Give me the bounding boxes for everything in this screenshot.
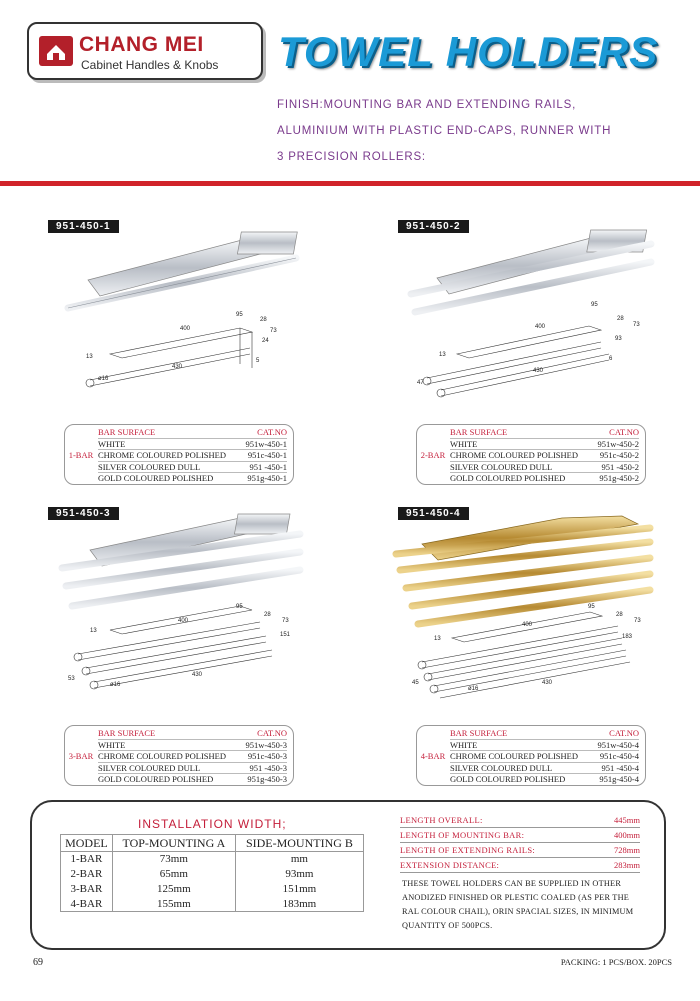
product-illustration-4bar [392, 514, 672, 704]
dimension-label: 13 [439, 352, 446, 358]
model-cell: 3-BAR [61, 882, 113, 897]
model-cell: 1-BAR [61, 852, 113, 867]
dimension-label: 400 [535, 324, 546, 330]
table-row [61, 852, 364, 867]
dimension-label: 95 [236, 604, 243, 610]
table-row [450, 439, 639, 451]
table-row [450, 462, 639, 474]
column-header: CAT.NO [609, 427, 639, 437]
dimension-label: 13 [434, 636, 441, 642]
bar-count-label: 1-BAR [68, 449, 94, 460]
spec-label: EXTENSION DISTANCE: [400, 860, 500, 870]
top-mount-cell: 125mm [112, 882, 235, 897]
brand-tagline: Cabinet Handles & Knobs [81, 58, 219, 72]
finish-table-3bar [64, 725, 294, 786]
column-header: MODEL [61, 835, 113, 852]
finish-line: 3 PRECISION ROLLERS: [277, 151, 426, 163]
catno-cell: 951 -450-2 [601, 461, 639, 472]
table-header [61, 835, 364, 852]
page-number: 69 [33, 957, 43, 968]
side-mount-cell: 183mm [235, 897, 363, 912]
catno-cell: 951w-450-2 [597, 438, 639, 449]
table-row [98, 740, 287, 752]
spec-row [400, 858, 640, 873]
dimension-label: 13 [90, 628, 97, 634]
product-code-tag: 951-450-2 [398, 220, 469, 233]
dimension-label: 430 [542, 680, 553, 686]
surface-cell: WHITE [98, 438, 126, 449]
column-header: CAT.NO [257, 427, 287, 437]
table-row [98, 462, 287, 474]
table-row [98, 774, 287, 786]
dimension-label: 6 [609, 356, 613, 362]
spec-value: 728mm [614, 845, 640, 855]
table-row [98, 450, 287, 462]
product-illustration-1bar [60, 228, 340, 418]
dimension-label: 93 [615, 336, 622, 342]
spec-row [400, 828, 640, 843]
packing-info: PACKING: 1 PCS/BOX. 20PCS [560, 957, 672, 967]
surface-cell: GOLD COLOURED POLISHED [98, 473, 214, 483]
model-cell: 4-BAR [61, 897, 113, 912]
length-specs [400, 813, 640, 873]
dimension-label: 28 [264, 612, 271, 618]
surface-cell: WHITE [450, 438, 478, 449]
table-row [61, 882, 364, 897]
column-header: BAR SURFACE [98, 728, 156, 738]
top-mount-cell: 65mm [112, 867, 235, 882]
table-row [98, 439, 287, 451]
dimension-label: 95 [588, 604, 595, 610]
table-row [450, 450, 639, 462]
finish-line: ALUMINIUM WITH PLASTIC END-CAPS, RUNNER WITH [277, 125, 612, 137]
catno-cell: 951c-450-1 [247, 450, 287, 460]
column-header: CAT.NO [257, 728, 287, 738]
dimension-label: 400 [180, 326, 191, 332]
finish-table-1bar [64, 424, 294, 485]
installation-table [60, 834, 364, 912]
catno-cell: 951c-450-3 [247, 751, 287, 761]
dimension-label: 28 [260, 317, 267, 323]
house-icon [39, 36, 73, 66]
catno-cell: 951g-450-4 [599, 774, 639, 784]
catno-cell: 951 -450-4 [601, 762, 639, 773]
catno-cell: 951g-450-2 [599, 473, 639, 483]
finish-table-2bar [416, 424, 646, 485]
page-title: TOWEL HOLDERS [278, 28, 659, 75]
product-illustration-3bar [50, 514, 330, 704]
table-row [98, 473, 287, 485]
top-mount-cell: 155mm [112, 897, 235, 912]
table-row [61, 897, 364, 912]
product-code-tag: 951-450-1 [48, 220, 119, 233]
column-header: CAT.NO [609, 728, 639, 738]
dimension-label: ø16 [468, 686, 479, 692]
table-header [98, 427, 287, 439]
spec-row [400, 843, 640, 858]
catno-cell: 951 -450-3 [249, 762, 287, 773]
catno-cell: 951c-450-2 [599, 450, 639, 460]
bar-count-label: 2-BAR [420, 449, 446, 460]
dimension-label: 73 [634, 618, 641, 624]
side-mount-cell: 93mm [235, 867, 363, 882]
catno-cell: 951 -450-1 [249, 461, 287, 472]
surface-cell: GOLD COLOURED POLISHED [450, 473, 566, 483]
dimension-label: 73 [270, 328, 277, 334]
installation-title: INSTALLATION WIDTH; [138, 817, 287, 831]
divider-rule [0, 181, 700, 186]
spec-value: 445mm [614, 815, 640, 825]
table-row [61, 867, 364, 882]
dimension-label: 13 [86, 354, 93, 360]
finish-line: FINISH:MOUNTING BAR AND EXTENDING RAILS, [277, 99, 577, 111]
dimension-label: 24 [262, 338, 269, 344]
table-header [450, 728, 639, 740]
spec-value: 400mm [614, 830, 640, 840]
dimension-label: 53 [68, 676, 75, 682]
top-mount-cell: 73mm [112, 852, 235, 867]
dimension-label: 151 [280, 632, 291, 638]
brand-logo [27, 22, 263, 80]
table-row [450, 473, 639, 485]
table-row [98, 751, 287, 763]
dimension-label: 400 [178, 618, 189, 624]
surface-cell: WHITE [450, 739, 478, 750]
surface-cell: GOLD COLOURED POLISHED [450, 774, 566, 784]
table-row [98, 763, 287, 775]
dimension-label: 183 [622, 634, 633, 640]
catno-cell: 951w-450-1 [245, 438, 287, 449]
product-illustration-2bar [405, 228, 685, 418]
supply-note: THESE TOWEL HOLDERS CAN BE SUPPLIED IN OTHER ANODIZED FINISHED OR PLESTIC COALED (AS PER THE RAL COLOUR CHAIL), ORIN SPACIAL SIZES, IN MINIMUM QUANTITY OF 500PCS. [402, 879, 634, 930]
spec-label: LENGTH OF MOUNTING BAR: [400, 830, 525, 840]
column-header: BAR SURFACE [98, 427, 156, 437]
spec-label: LENGTH OF EXTENDING RAILS: [400, 845, 536, 855]
surface-cell: CHROME COLOURED POLISHED [98, 450, 226, 460]
table-row [450, 740, 639, 752]
surface-cell: WHITE [98, 739, 126, 750]
side-mount-cell: 151mm [235, 882, 363, 897]
surface-cell: SILVER COLOURED DULL [450, 762, 553, 773]
dimension-label: 28 [617, 316, 624, 322]
surface-cell: CHROME COLOURED POLISHED [98, 751, 226, 761]
surface-cell: SILVER COLOURED DULL [98, 762, 201, 773]
dimension-label: 5 [256, 358, 260, 364]
table-header [450, 427, 639, 439]
dimension-label: 95 [236, 312, 243, 318]
dimension-label: 47 [417, 380, 424, 386]
catno-cell: 951w-450-4 [597, 739, 639, 750]
dimension-label: 430 [533, 368, 544, 374]
table-row [450, 751, 639, 763]
dimension-label: 430 [172, 364, 183, 370]
dimension-label: ø16 [98, 376, 109, 382]
spec-value: 283mm [614, 860, 640, 870]
table-row [450, 763, 639, 775]
brand-name: CHANG MEI [79, 33, 204, 56]
dimension-label: 28 [616, 612, 623, 618]
dimension-label: 73 [282, 618, 289, 624]
surface-cell: SILVER COLOURED DULL [98, 461, 201, 472]
dimension-label: 45 [412, 680, 419, 686]
finish-table-4bar [416, 725, 646, 786]
product-code-tag: 951-450-4 [398, 507, 469, 520]
bar-count-label: 4-BAR [420, 750, 446, 761]
spec-label: LENGTH OVERALL: [400, 815, 483, 825]
dimension-label: ø16 [110, 682, 121, 688]
spec-row [400, 813, 640, 828]
table-row [450, 774, 639, 786]
column-header: SIDE-MOUNTING B [235, 835, 363, 852]
catno-cell: 951c-450-4 [599, 751, 639, 761]
surface-cell: SILVER COLOURED DULL [450, 461, 553, 472]
surface-cell: GOLD COLOURED POLISHED [98, 774, 214, 784]
side-mount-cell: mm [235, 852, 363, 867]
column-header: BAR SURFACE [450, 728, 508, 738]
surface-cell: CHROME COLOURED POLISHED [450, 751, 578, 761]
surface-cell: CHROME COLOURED POLISHED [450, 450, 578, 460]
dimension-label: 430 [192, 672, 203, 678]
column-header: BAR SURFACE [450, 427, 508, 437]
model-cell: 2-BAR [61, 867, 113, 882]
finish-description [277, 92, 611, 170]
product-code-tag: 951-450-3 [48, 507, 119, 520]
catno-cell: 951g-450-3 [247, 774, 287, 784]
column-header: TOP-MOUNTING A [112, 835, 235, 852]
table-header [98, 728, 287, 740]
dimension-label: 400 [522, 622, 533, 628]
dimension-label: 95 [591, 302, 598, 308]
catno-cell: 951g-450-1 [247, 473, 287, 483]
bar-count-label: 3-BAR [68, 750, 94, 761]
catno-cell: 951w-450-3 [245, 739, 287, 750]
dimension-label: 73 [633, 322, 640, 328]
